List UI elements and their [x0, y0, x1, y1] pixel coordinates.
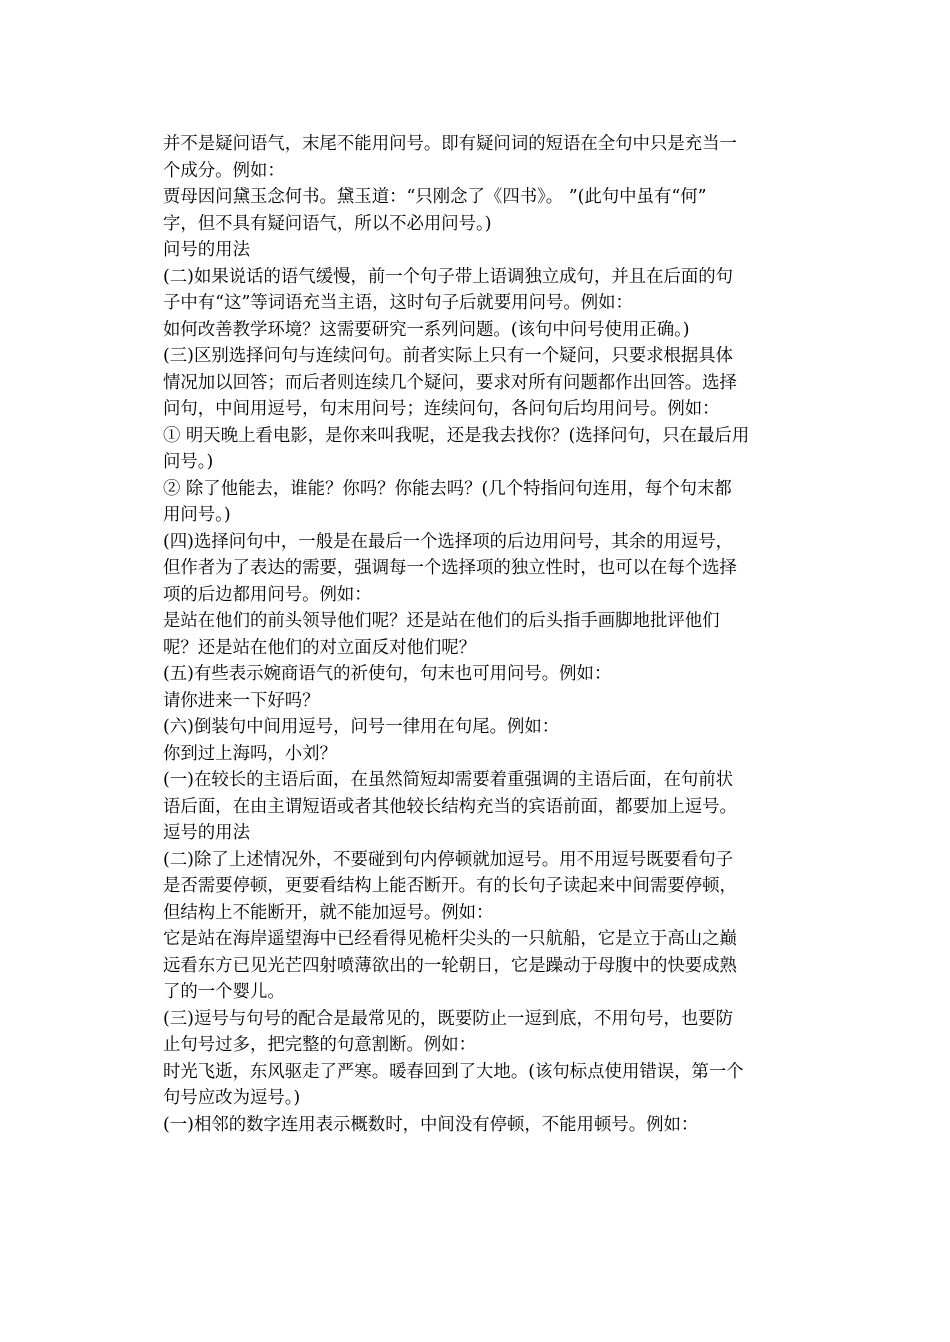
text-line: 问号的用法	[163, 240, 250, 260]
text-line: (二)如果说话的语气缓慢，前一个句子带上语调独立成句，并且在后面的句	[163, 266, 734, 287]
text-line: 个成分。例如：	[163, 160, 285, 181]
text-line: 语后面，在由主谓短语或者其他较长结构充当的宾语前面，都要加上逗号。	[163, 796, 737, 817]
text-line: 是站在他们的前头领导他们呢？还是站在他们的后头指手画脚地批评他们	[163, 611, 720, 631]
text-line: 呢？还是站在他们的对立面反对他们呢？	[163, 637, 477, 658]
text-line: 它是站在海岸遥望海中已经看得见桅杆尖头的一只航船，它是立于高山之巅	[163, 929, 737, 949]
text-line: ② 除了他能去，谁能？你吗？你能去吗？(几个特指问句连用，每个句末都	[163, 478, 732, 499]
text-line: (四)选择问句中，一般是在最后一个选择项的后边用问号，其余的用逗号，	[163, 531, 734, 552]
document-body	[163, 131, 793, 1138]
text-line: (一)相邻的数字连用表示概数时，中间没有停顿，不能用顿号。例如：	[163, 1114, 699, 1135]
text-line: 用问号。)	[163, 505, 231, 525]
text-line: 情况加以回答；而后者则连续几个疑问，要求对所有问题都作出回答。选择	[163, 372, 737, 393]
text-line: (六)倒装句中间用逗号，问号一律用在句尾。例如：	[163, 717, 560, 737]
text-line: 子中有“这”等词语充当主语，这时句子后就要用问号。例如：	[163, 293, 633, 313]
text-line: 但作者为了表达的需要，强调每一个选择项的独立性时，也可以在每个选择	[163, 558, 737, 578]
text-line: 请你进来一下好吗？	[163, 690, 320, 711]
text-line: 贾母因问黛玉念何书。黛玉道：“只刚念了《四书》。 ”(此句中虽有“何”	[163, 187, 707, 207]
text-line: 字，但不具有疑问语气，所以不必用问号。)	[163, 213, 492, 234]
text-line: (三)逗号与句号的配合是最常见的，既要防止一逗到底，不用句号，也要防	[163, 1008, 734, 1029]
text-line: (二)除了上述情况外，不要碰到句内停顿就加逗号。用不用逗号既要看句子	[163, 849, 734, 870]
text-line: (一)在较长的主语后面，在虽然简短却需要着重强调的主语后面，在句前状	[163, 770, 734, 790]
text-line: 问号。)	[163, 452, 214, 472]
text-line: 如何改善教学环境？这需要研究一系列问题。(该句中问号使用正确。)	[163, 319, 690, 340]
text-line: ① 明天晚上看电影，是你来叫我呢，还是我去找你？(选择问句，只在最后用	[163, 425, 750, 446]
text-line: 并不是疑问语气，末尾不能用问号。即有疑问词的短语在全句中只是充当一	[163, 134, 737, 154]
text-line: 时光飞逝，东风驱走了严寒。暖春回到了大地。(该句标点使用错误，第一个	[163, 1061, 744, 1082]
text-line: 问句，中间用逗号，句末用问号；连续问句，各问句后均用问号。例如：	[163, 399, 720, 419]
text-line: 但结构上不能断开，就不能加逗号。例如：	[163, 902, 494, 923]
text-line: 了的一个婴儿。	[163, 982, 285, 1002]
text-line: (五)有些表示婉商语气的祈使句，句末也可用问号。例如：	[163, 664, 612, 684]
text-line: 止句号过多，把完整的句意割断。例如：	[163, 1035, 477, 1055]
text-line: 逗号的用法	[163, 823, 250, 843]
text-line: 远看东方已见光芒四射喷薄欲出的一轮朝日，它是躁动于母腹中的快要成熟	[163, 955, 737, 976]
text-line: 句号应改为逗号。)	[163, 1088, 301, 1108]
text-line: 项的后边都用问号。例如：	[163, 584, 372, 605]
text-line: 是否需要停顿，更要看结构上能否断开。有的长句子读起来中间需要停顿，	[163, 876, 737, 896]
text-line: (三)区别选择问句与连续问句。前者实际上只有一个疑问，只要求根据具体	[163, 346, 734, 366]
text-line: 你到过上海吗，小刘？	[163, 743, 337, 764]
